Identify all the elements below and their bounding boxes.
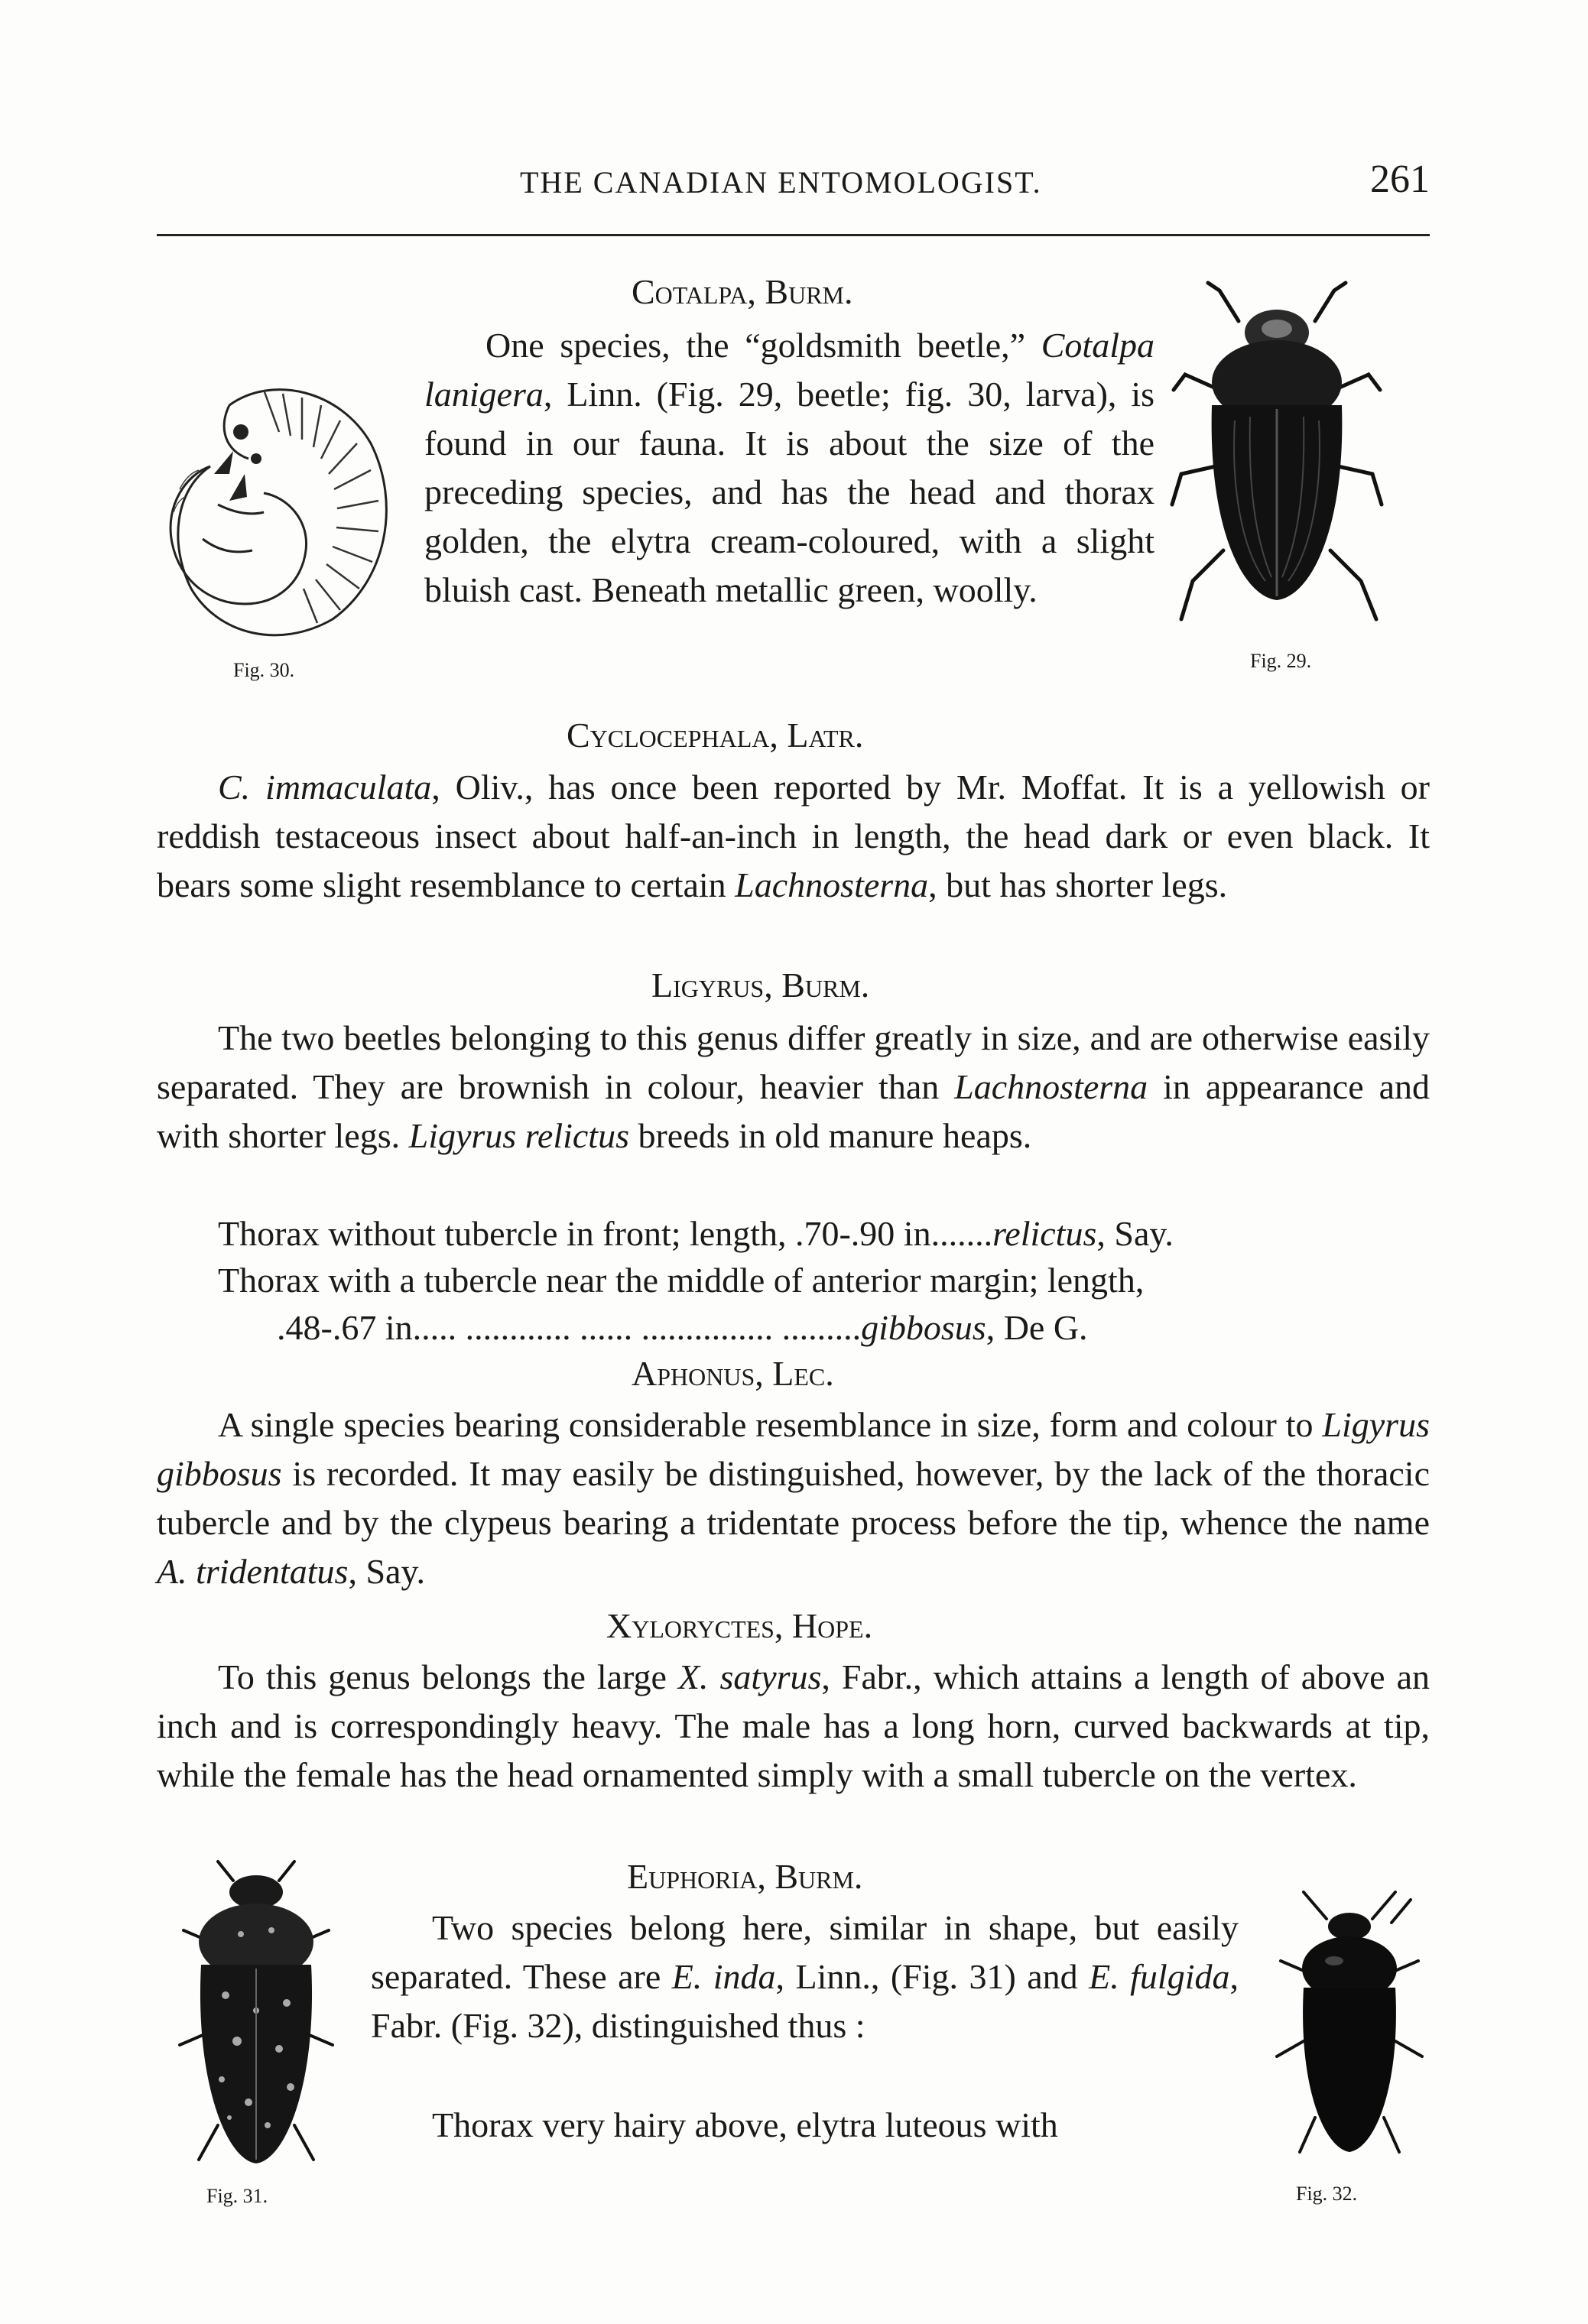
figure-32-euphoria-fulgida [1269, 1888, 1430, 2209]
figure-30-larva [157, 359, 409, 681]
page-number: 261 [1370, 157, 1430, 201]
text-run: A single species bearing considerable resemblance in size, form and colour to [218, 1405, 1323, 1444]
key-line-gibbosus-1: Thorax with a tubercle near the middle of anterior margin; length, [218, 1261, 1145, 1300]
paragraph-cotalpa [424, 321, 1154, 615]
text-run: Two species belong here, similar in shape, but easily separated. These are [371, 1908, 1239, 1996]
genus-heading-xyloryctes: Xyloryctes, Hope. [606, 1606, 873, 1645]
genus-heading-ligyrus: Ligyrus, Burm. [651, 966, 870, 1005]
key-line-relictus [218, 1210, 1174, 1258]
paragraph-aphonus [157, 1401, 1430, 1596]
text-run: , Fabr., which attains a length of above an inch and is correspondingly heavy. The male has a long horn, curved backwards at tip, while the female has the head ornamented simply with a small tubercle on the vertex. [157, 1657, 1430, 1794]
text-run: One species, the “goldsmith beetle,” [485, 326, 1041, 365]
species-name: E. inda [671, 1957, 776, 1996]
key-line-gibbosus-2 [277, 1304, 1088, 1352]
euphoria-inda-illustration [164, 1858, 348, 2179]
key-text: Thorax without tubercle in front; length, .70-.90 in....... [218, 1214, 993, 1253]
key-text: .48-.67 in..... ............ ...... ............... ......... [277, 1308, 862, 1347]
genus-heading-cotalpa: Cotalpa, Burm. [632, 272, 853, 311]
text-run: , Oliv., has once been reported by Mr. Moffat. It is a yellowish or reddish testaceous insect about half-an-inch in length, the head dark or even black. It bears some slight resemblance to certain [157, 768, 1430, 904]
figure-31-label: Fig. 31. [206, 2185, 268, 2207]
text-run: , Linn., (Fig. 31) and [775, 1957, 1090, 1996]
genus-heading-euphoria: Euphoria, Burm. [627, 1857, 863, 1896]
species-name: C. immaculata [218, 768, 432, 807]
genus-heading-cyclocephala: Cyclocephala, Latr. [567, 716, 864, 755]
text-run: , Say. [348, 1552, 425, 1591]
species-name: relictus [992, 1214, 1097, 1253]
text-run: is recorded. It may easily be distinguished, however, by the lack of the thoracic tubercle and by the clypeus bearing a tridentate process before the tip, whence the name [157, 1454, 1430, 1542]
text-run: Thorax very hairy above, elytra luteous with [432, 2105, 1058, 2144]
species-name: E. fulgida [1089, 1957, 1230, 1996]
running-header [157, 157, 1430, 203]
paragraph-cyclocephala [157, 763, 1430, 910]
species-name: A. tridentatus [157, 1552, 349, 1591]
species-name: Ligyrus gibbosus [157, 1405, 1430, 1493]
genus-name: Lachnosterna [954, 1067, 1148, 1106]
species-name: Cotalpa lanigera [424, 326, 1154, 414]
text-run: , Fabr. (Fig. 32), distinguished thus : [371, 1957, 1239, 2045]
paragraph-euphoria [371, 1904, 1239, 2050]
figure-32-label: Fig. 32. [1296, 2183, 1358, 2205]
figure-29-label: Fig. 29. [1250, 650, 1312, 672]
paragraph-xyloryctes [157, 1653, 1430, 1800]
euphoria-fulgida-illustration [1269, 1888, 1430, 2163]
text-run: , Linn. (Fig. 29, beetle; fig. 30, larva), is found in our fauna. It is about the size of the preceding species, and has the head and thorax golden, the elytra cream-coloured, with a slight bluish cast. Beneath metallic green, woolly. [424, 375, 1154, 609]
species-name: X. satyrus [677, 1657, 822, 1696]
figure-29-beetle [1166, 275, 1388, 673]
header-rule [157, 234, 1430, 236]
running-title: THE CANADIAN ENTOMOLOGIST. [520, 165, 1042, 200]
genus-name: Lachnosterna [735, 865, 929, 904]
text-run: The two beetles belonging to this genus differ greatly in size, and are otherwise easily separated. They are brownish in colour, heavier than [157, 1018, 1430, 1106]
text-run: breeds in old manure heaps. [628, 1116, 1032, 1155]
paragraph-euphoria-key [371, 2101, 1239, 2150]
figure-31-euphoria-inda [164, 1858, 348, 2217]
text-run: in appearance and with shorter legs. [157, 1067, 1430, 1155]
key-author: , De G. [986, 1308, 1088, 1347]
larva-illustration [157, 359, 409, 650]
text-run: To this genus belongs the large [218, 1657, 678, 1696]
species-name: Ligyrus relictus [408, 1116, 629, 1155]
figure-30-label: Fig. 30. [233, 659, 295, 681]
key-author: , Say. [1096, 1214, 1174, 1253]
text-run: , but has shorter legs. [928, 865, 1228, 904]
species-name: gibbosus [861, 1308, 986, 1347]
genus-heading-aphonus: Aphonus, Lec. [632, 1354, 834, 1393]
goldsmith-beetle-illustration [1166, 275, 1388, 642]
paragraph-ligyrus [157, 1014, 1430, 1160]
